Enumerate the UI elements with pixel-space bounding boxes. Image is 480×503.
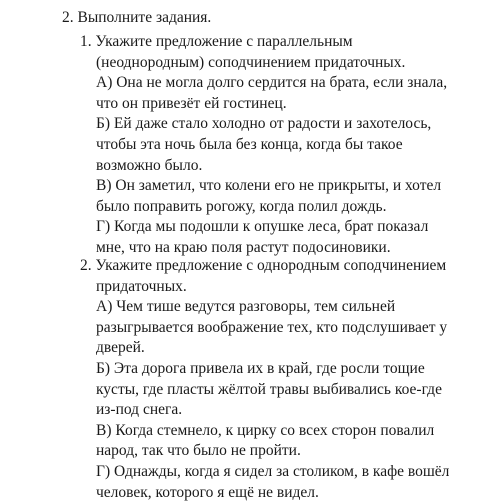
task-1-question: 1. Укажите предложение с параллельным: [80, 33, 353, 50]
task-1: [80, 32, 472, 259]
task-1-option-d-cont: мне, что на краю поля растут подосиновики.: [96, 238, 391, 256]
task-2-option-d-cont: человек, которого я ещё не видел.: [96, 483, 319, 501]
task-2-option-b: Б) Эта дорога привела их в край, где росли тощие: [96, 359, 425, 377]
task-2-question-cont: придаточных.: [96, 277, 187, 295]
task-2: [80, 256, 472, 503]
section-heading: 2. Выполните задания.: [62, 9, 212, 26]
task-1-option-d: Г) Когда мы подошли к опушке леса, брат показал: [96, 218, 429, 236]
task-2-option-c-cont: народ, так что было не пройти.: [96, 442, 301, 460]
task-1-option-c: В) Он заметил, что колени его не прикрыты, и хотел: [96, 177, 442, 195]
task-1-question-cont: (неоднородным) соподчинением придаточных.: [96, 53, 406, 71]
task-2-option-b-cont: из-под снега.: [96, 401, 183, 419]
task-1-option-b-cont: чтобы эта ночь была без конца, когда бы такое: [96, 135, 403, 153]
task-1-option-a: А) Она не могла долго сердится на брата, если знала,: [96, 74, 448, 92]
task-2-option-a-cont: дверей.: [96, 339, 145, 357]
task-2-question: 2. Укажите предложение с однородным соподчинением: [80, 257, 447, 274]
task-2-option-a: А) Чем тише ведутся разговоры, тем сильней: [96, 298, 396, 316]
task-2-option-a-cont: разыгрывается воображение тех, кто подслушивает у: [96, 318, 448, 336]
task-2-option-d: Г) Однажды, когда я сидел за столиком, в кафе вошёл: [96, 462, 450, 480]
task-2-option-b-cont: кусты, где пласты жёлтой травы выбивались кое-где: [96, 380, 442, 398]
task-2-option-c: В) Когда стемнело, к цирку со всех сторон повалил: [96, 421, 435, 439]
task-1-option-c-cont: было поправить рогожу, когда полил дождь.: [96, 197, 387, 215]
task-1-option-a-cont: что он привезёт ей гостинец.: [96, 94, 287, 112]
task-1-option-b: Б) Ей даже стало холодно от радости и захотелось,: [96, 115, 432, 133]
task-1-option-b-cont: возможно было.: [96, 156, 203, 174]
